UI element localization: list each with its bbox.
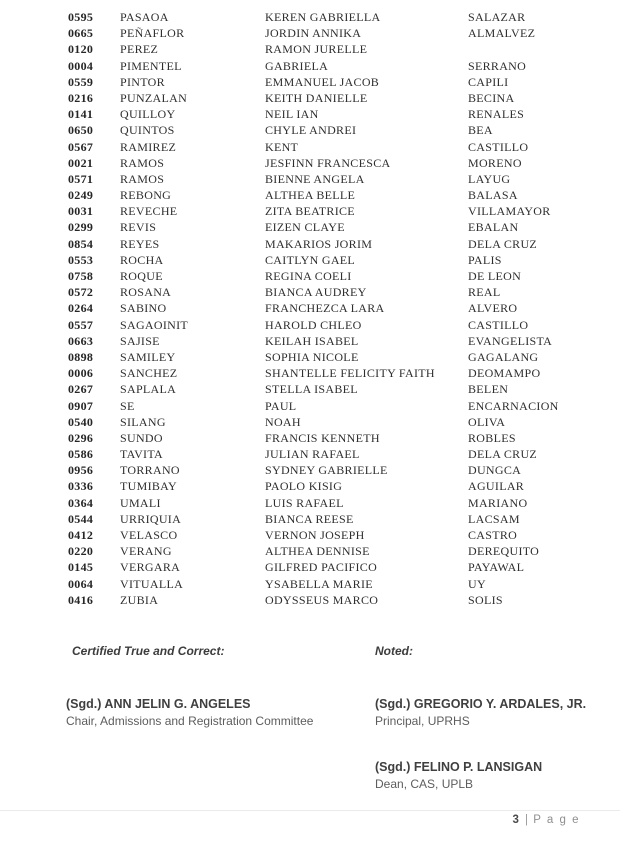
table-row — [68, 252, 580, 268]
surname: QUINTOS — [120, 123, 175, 138]
applicant-number: 0004 — [68, 58, 94, 73]
middle-name: CASTILLO — [468, 317, 529, 332]
middle-name: DEREQUITO — [468, 544, 540, 559]
applicant-number: 0544 — [68, 511, 94, 526]
first-name: EMMANUEL JACOB — [265, 74, 380, 89]
table-row — [68, 219, 580, 235]
first-name: MAKARIOS JORIM — [265, 236, 373, 251]
applicant-number: 0650 — [68, 123, 94, 138]
signatory-title: Dean, CAS, UPLB — [375, 777, 474, 791]
surname: PEÑAFLOR — [120, 26, 185, 41]
surname: UMALI — [120, 495, 161, 510]
surname: SABINO — [120, 301, 167, 316]
surname: ROSANA — [120, 285, 172, 300]
middle-name: EVANGELISTA — [468, 333, 553, 348]
noted-heading: Noted: — [375, 644, 413, 658]
applicant-number: 0296 — [68, 430, 94, 445]
signatory-name: (Sgd.) ANN JELIN G. ANGELES — [66, 697, 251, 711]
middle-name: EBALAN — [468, 220, 519, 235]
middle-name: CASTRO — [468, 528, 518, 542]
surname: VELASCO — [120, 528, 178, 542]
applicant-number: 0145 — [68, 560, 94, 575]
middle-name: SALAZAR — [468, 10, 526, 24]
surname: SAMILEY — [120, 349, 176, 364]
table-row — [68, 478, 580, 494]
table-row — [68, 398, 580, 414]
surname: SILANG — [120, 414, 166, 429]
surname: TAVITA — [120, 447, 163, 462]
applicant-number: 0264 — [68, 301, 94, 316]
table-row — [68, 559, 580, 575]
table-row — [68, 430, 580, 446]
middle-name: DELA CRUZ — [468, 447, 538, 462]
applicant-number: 0299 — [68, 220, 94, 235]
applicant-number: 0559 — [68, 74, 94, 89]
first-name: KEREN GABRIELLA — [265, 10, 381, 24]
signature-block-principal — [375, 696, 586, 730]
first-name: JULIAN RAFAEL — [265, 447, 360, 462]
table-row — [68, 203, 580, 219]
applicant-number: 0220 — [68, 544, 94, 559]
surname: REYES — [120, 236, 160, 251]
middle-name: SOLIS — [468, 592, 503, 607]
applicant-number: 0249 — [68, 188, 94, 203]
table-row — [68, 236, 580, 252]
surname: PUNZALAN — [120, 90, 188, 105]
middle-name: CASTILLO — [468, 139, 529, 154]
table-row — [68, 381, 580, 397]
applicant-number: 0567 — [68, 139, 94, 154]
applicant-number: 0553 — [68, 252, 94, 267]
first-name: BIANCA REESE — [265, 511, 354, 526]
first-name: LUIS RAFAEL — [265, 495, 344, 510]
middle-name: BELEN — [468, 382, 509, 397]
signature-block-chair — [66, 696, 313, 730]
surname: SAPLALA — [120, 382, 177, 397]
middle-name: SERRANO — [468, 58, 527, 73]
applicant-number: 0267 — [68, 382, 94, 397]
first-name: RAMON JURELLE — [265, 42, 368, 57]
surname: ROQUE — [120, 269, 163, 283]
table-row — [68, 495, 580, 511]
first-name: ODYSSEUS MARCO — [265, 592, 379, 607]
first-name: ALTHEA BELLE — [265, 188, 356, 203]
signatory-title: Principal, UPRHS — [375, 714, 470, 728]
first-name: EIZEN CLAYE — [265, 220, 345, 235]
middle-name: LAYUG — [468, 171, 511, 186]
page-number: 3 — [512, 814, 520, 826]
surname: REBONG — [120, 188, 172, 203]
table-row — [68, 349, 580, 365]
surname: SE — [120, 398, 135, 413]
table-row — [68, 268, 580, 284]
surname: PINTOR — [120, 74, 165, 89]
signatory-name: (Sgd.) FELINO P. LANSIGAN — [375, 760, 543, 774]
surname: PEREZ — [120, 42, 159, 57]
first-name: BIANCA AUDREY — [265, 285, 367, 300]
middle-name: ALMALVEZ — [468, 26, 536, 41]
first-name: KENT — [265, 139, 299, 154]
applicant-number: 0031 — [68, 204, 94, 219]
table-row — [68, 155, 580, 171]
applicant-number: 0571 — [68, 171, 94, 186]
table-row — [68, 446, 580, 462]
middle-name: AGUILAR — [468, 479, 525, 494]
first-name: FRANCHEZCA LARA — [265, 301, 385, 316]
first-name: JESFINN FRANCESCA — [265, 155, 391, 170]
table-row — [68, 74, 580, 90]
middle-name: CAPILI — [468, 74, 509, 89]
applicant-number: 0364 — [68, 495, 94, 510]
first-name: STELLA ISABEL — [265, 382, 358, 397]
applicant-number: 0540 — [68, 414, 94, 429]
footer-separator: | — [525, 814, 529, 826]
table-row — [68, 317, 580, 333]
first-name: YSABELLA MARIE — [265, 576, 373, 591]
surname: REVECHE — [120, 204, 178, 219]
table-row — [68, 122, 580, 138]
applicant-number: 0006 — [68, 366, 94, 381]
middle-name: PALIS — [468, 252, 502, 267]
first-name: KEITH DANIELLE — [265, 90, 368, 105]
surname: REVIS — [120, 220, 157, 235]
middle-name: UY — [468, 576, 486, 591]
applicant-number: 0898 — [68, 349, 94, 364]
surname: RAMIREZ — [120, 139, 177, 154]
surname: SAJISE — [120, 333, 160, 348]
surname: VITUALLA — [120, 576, 184, 591]
first-name: KEILAH ISABEL — [265, 333, 359, 348]
table-row — [68, 414, 580, 430]
surname: ROCHA — [120, 252, 164, 267]
applicant-number: 0141 — [68, 107, 94, 122]
applicant-number: 0595 — [68, 10, 94, 24]
table-row — [68, 511, 580, 527]
first-name: SOPHIA NICOLE — [265, 349, 359, 364]
middle-name: ENCARNACION — [468, 398, 559, 413]
first-name: CHYLE ANDREI — [265, 123, 357, 138]
surname: VERGARA — [120, 560, 181, 575]
signature-block-dean — [375, 759, 542, 793]
table-row — [68, 139, 580, 155]
middle-name: RENALES — [468, 107, 525, 122]
surname: SANCHEZ — [120, 366, 178, 381]
middle-name: PAYAWAL — [468, 560, 525, 575]
middle-name: BEA — [468, 123, 493, 138]
surname: VERANG — [120, 544, 172, 559]
middle-name: MORENO — [468, 155, 522, 170]
table-row — [68, 187, 580, 203]
first-name: ZITA BEATRICE — [265, 204, 355, 219]
first-name: REGINA COELI — [265, 269, 352, 283]
first-name: PAUL — [265, 398, 297, 413]
table-row — [68, 543, 580, 559]
applicant-number: 0907 — [68, 398, 94, 413]
first-name: NOAH — [265, 414, 301, 429]
middle-name: DEOMAMPO — [468, 366, 541, 381]
certified-heading: Certified True and Correct: — [72, 644, 225, 658]
middle-name — [468, 41, 580, 57]
applicant-number: 0854 — [68, 236, 94, 251]
first-name: HAROLD CHLEO — [265, 317, 362, 332]
table-row — [68, 41, 580, 57]
applicant-number: 0665 — [68, 26, 94, 41]
table-row — [68, 365, 580, 381]
admissions-list-table — [68, 9, 580, 608]
first-name: PAOLO KISIG — [265, 479, 343, 494]
applicant-number: 0956 — [68, 463, 94, 478]
first-name: SHANTELLE FELICITY FAITH — [265, 366, 435, 381]
table-row — [68, 592, 580, 608]
surname: PIMENTEL — [120, 58, 182, 73]
applicant-number: 0758 — [68, 269, 94, 283]
applicant-number: 0021 — [68, 155, 94, 170]
page-footer — [512, 814, 580, 826]
first-name: VERNON JOSEPH — [265, 528, 365, 542]
surname: SUNDO — [120, 430, 163, 445]
first-name: FRANCIS KENNETH — [265, 430, 380, 445]
first-name: GABRIELA — [265, 58, 329, 73]
middle-name: BALASA — [468, 188, 518, 203]
table-row — [68, 527, 580, 543]
table-row — [68, 462, 580, 478]
middle-name: MARIANO — [468, 495, 528, 510]
first-name: SYDNEY GABRIELLE — [265, 463, 388, 478]
first-name: CAITLYN GAEL — [265, 252, 356, 267]
middle-name: ROBLES — [468, 430, 516, 445]
applicant-number: 0416 — [68, 592, 94, 607]
table-row — [68, 106, 580, 122]
first-name: BIENNE ANGELA — [265, 171, 365, 186]
surname: TUMIBAY — [120, 479, 177, 494]
middle-name: BECINA — [468, 90, 515, 105]
first-name: JORDIN ANNIKA — [265, 26, 362, 41]
table-row — [68, 171, 580, 187]
surname: QUILLOY — [120, 107, 176, 122]
table-row — [68, 576, 580, 592]
middle-name: REAL — [468, 285, 501, 300]
applicant-number: 0064 — [68, 576, 94, 591]
applicant-number: 0120 — [68, 42, 94, 57]
surname: ZUBIA — [120, 592, 159, 607]
middle-name: VILLAMAYOR — [468, 204, 551, 219]
middle-name: DUNGCA — [468, 463, 522, 478]
surname: URRIQUIA — [120, 511, 182, 526]
applicant-number: 0586 — [68, 447, 94, 462]
applicant-number: 0663 — [68, 333, 94, 348]
surname: TORRANO — [120, 463, 180, 478]
applicant-number: 0336 — [68, 479, 94, 494]
page-label: P a g e — [533, 814, 580, 826]
surname: PASAOA — [120, 10, 169, 24]
first-name: ALTHEA DENNISE — [265, 544, 370, 559]
table-row — [68, 333, 580, 349]
table-row — [68, 9, 580, 25]
signatory-title: Chair, Admissions and Registration Committee — [66, 714, 314, 728]
footer-divider — [0, 810, 620, 811]
middle-name: DELA CRUZ — [468, 236, 538, 251]
middle-name: ALVERO — [468, 301, 518, 316]
applicant-number: 0557 — [68, 317, 94, 332]
surname: RAMOS — [120, 171, 165, 186]
first-name: NEIL IAN — [265, 107, 319, 122]
middle-name: OLIVA — [468, 414, 506, 429]
signatory-name: (Sgd.) GREGORIO Y. ARDALES, JR. — [375, 697, 587, 711]
table-row — [68, 284, 580, 300]
table-row — [68, 25, 580, 41]
middle-name: GAGALANG — [468, 349, 539, 364]
table-row — [68, 90, 580, 106]
middle-name: LACSAM — [468, 511, 520, 526]
applicant-number: 0216 — [68, 90, 94, 105]
applicant-number: 0572 — [68, 285, 94, 300]
first-name: GILFRED PACIFICO — [265, 560, 378, 575]
table-row — [68, 58, 580, 74]
surname: RAMOS — [120, 155, 165, 170]
middle-name: DE LEON — [468, 269, 522, 283]
applicant-number: 0412 — [68, 528, 94, 542]
table-row — [68, 300, 580, 316]
surname: SAGAOINIT — [120, 317, 189, 332]
